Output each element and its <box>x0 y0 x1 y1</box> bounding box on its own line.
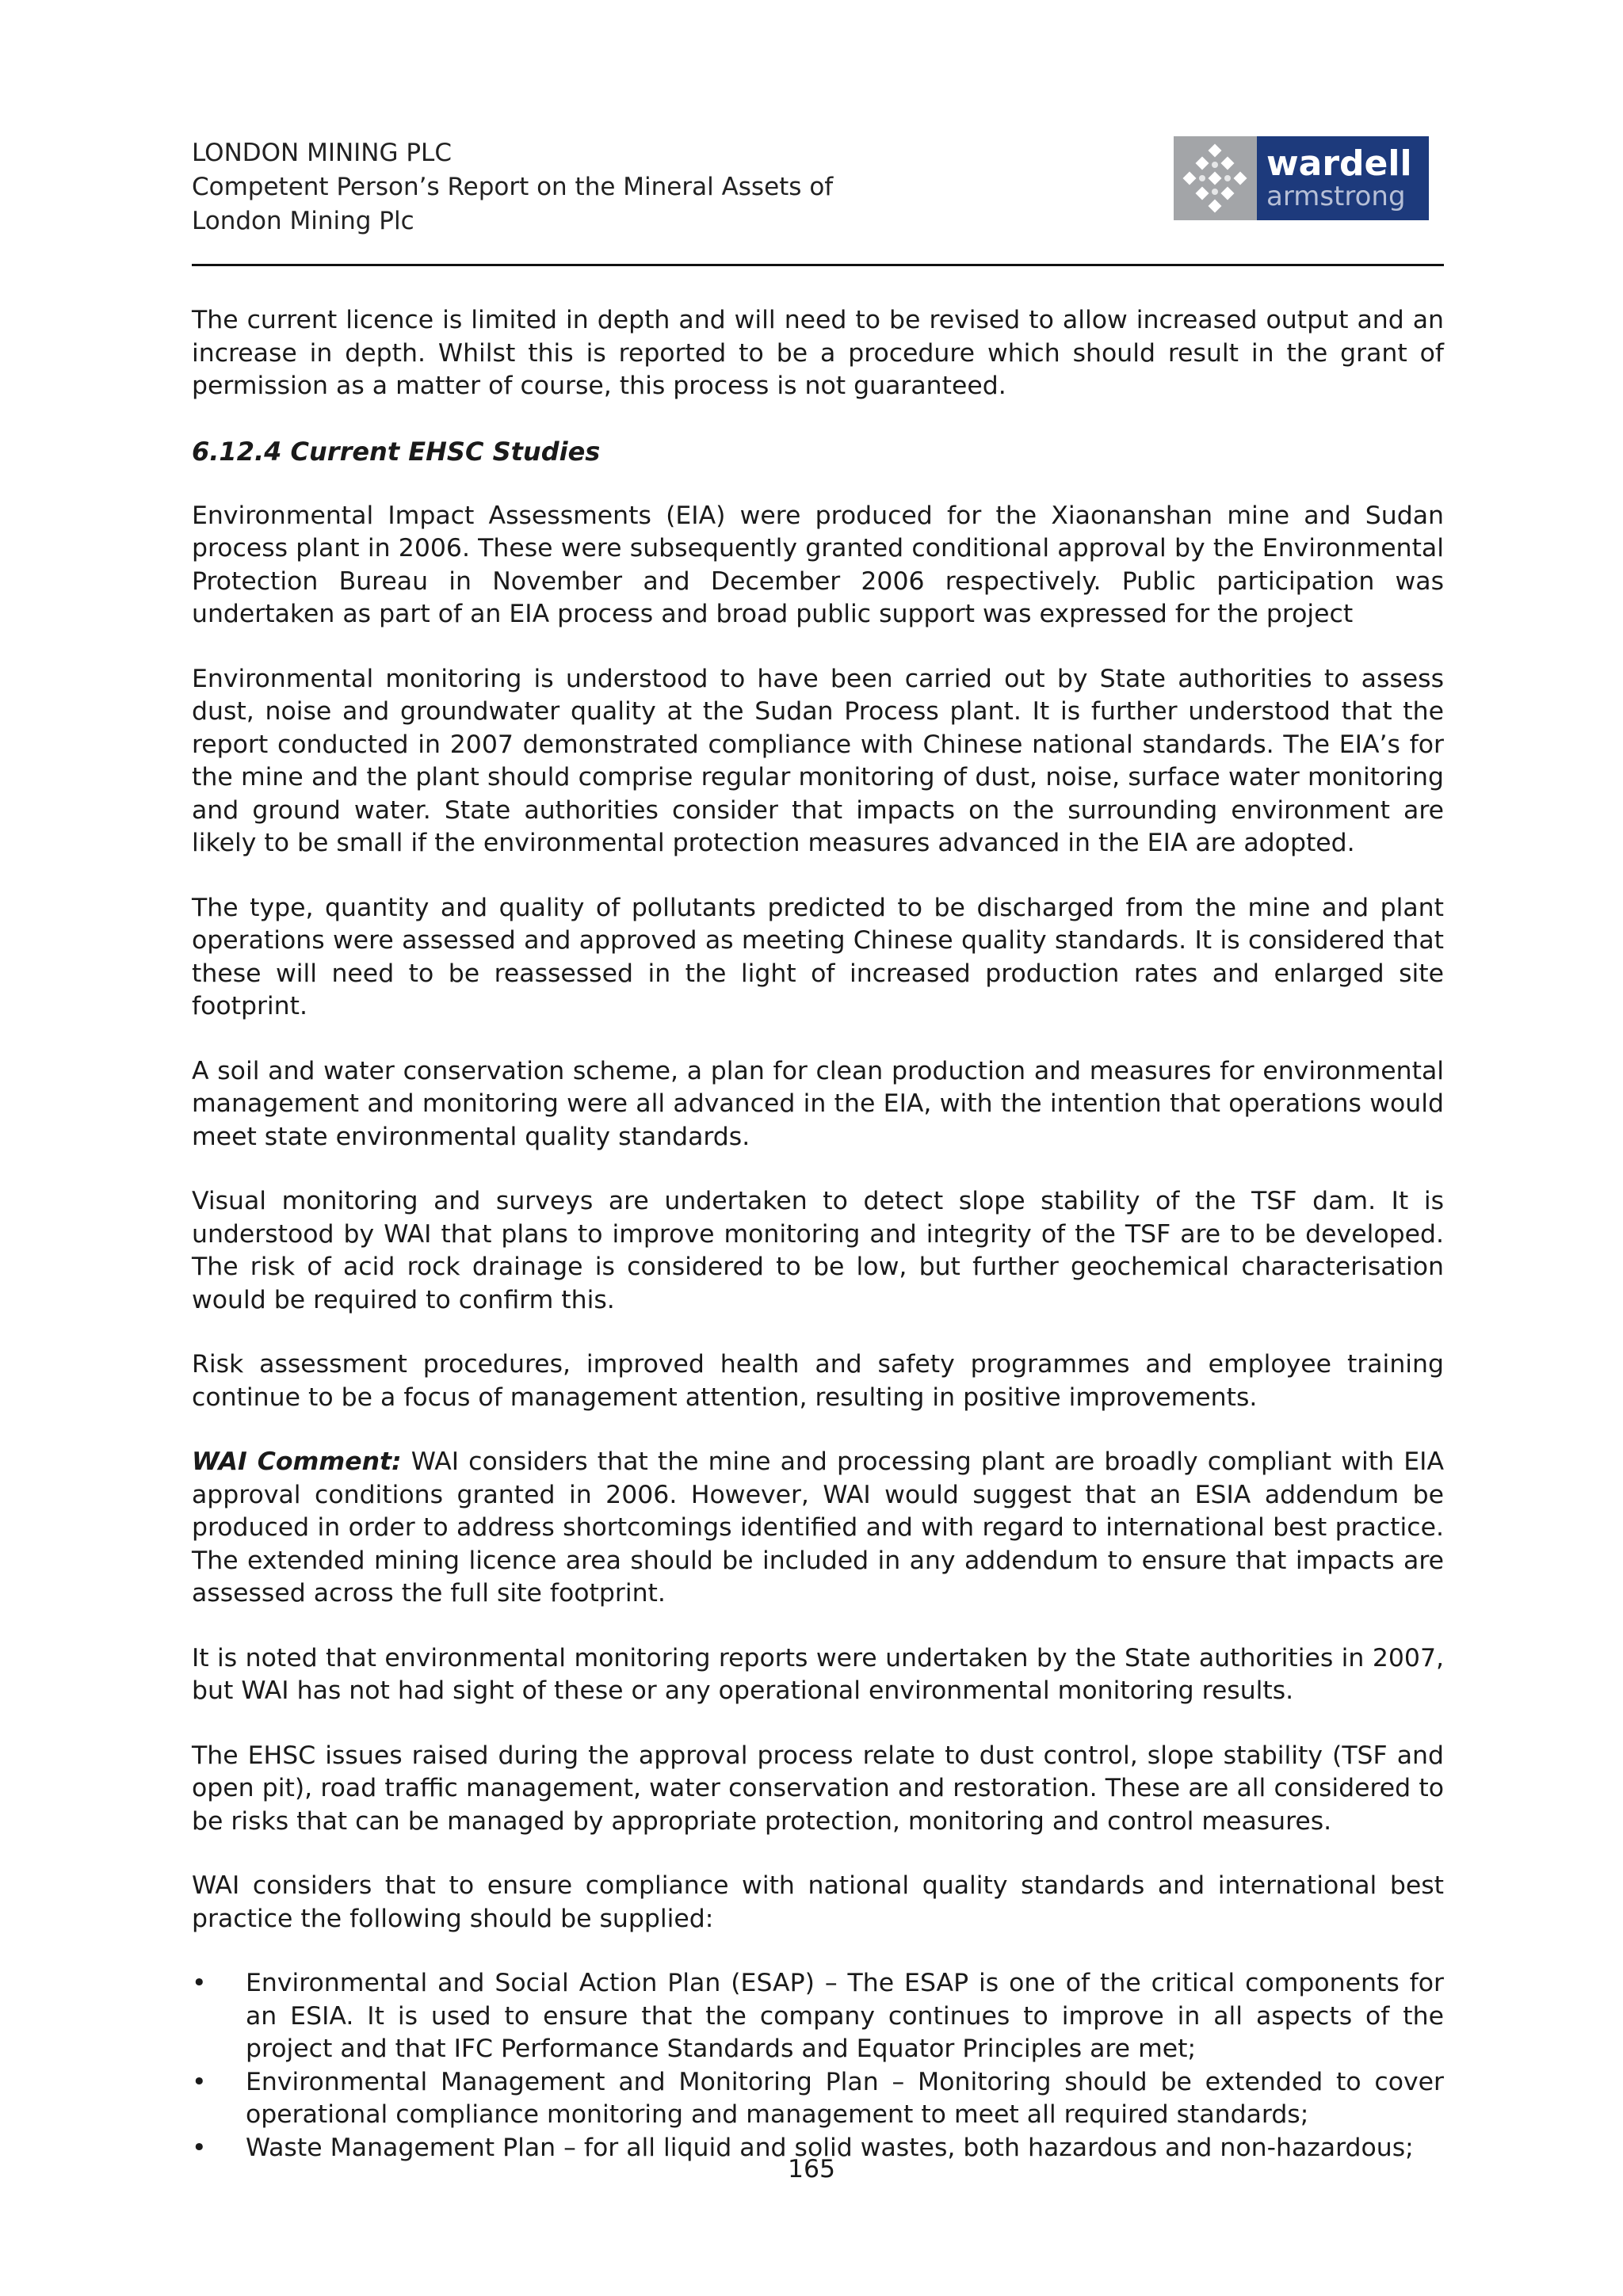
list-item: • Environmental and Social Action Plan (ESAP) – The ESAP is one of the critical components for an ESIA. It is used to ensure that the company continues to improve in all aspects of the project and that IFC Performance Standards and Equator Principles are met; <box>192 1969 1444 2063</box>
section-heading: 6.12.4 Current EHSC Studies <box>192 436 601 467</box>
bullet-icon: • <box>192 1969 207 1997</box>
pollutants-paragraph: The type, quantity and quality of pollutants predicted to be discharged from the mine and plant operations were assessed and approved as meeting Chinese quality standards. It is considered that these will need to be reassessed in the light of increased production rates and enlarged site footprint. <box>192 893 1444 1020</box>
monitoring-paragraph: Environmental monitoring is understood to have been carried out by State authorities to assess dust, noise and groundwater quality at the Sudan Process plant. It is further understood that the report conducted in 2007 demonstrated compliance with Chinese national standards. The EIA’s for the mine and the plant should comprise regular monitoring of dust, noise, surface water monitoring and ground water. State authorities consider that impacts on the surrounding environment are likely to be small if the environmental protection measures advanced in the EIA are adopted. <box>192 664 1444 857</box>
logo-wordmark <box>1257 136 1429 220</box>
bullet-icon: • <box>192 2067 207 2096</box>
eia-paragraph: Environmental Impact Assessments (EIA) were produced for the Xiaonanshan mine and Sudan process plant in 2006. These were subsequently granted conditional approval by the Environmental Protection Bureau in November and December 2006 respectively. Public participation was undertaken as part of an EIA process and broad public support was expressed for the project <box>192 501 1444 628</box>
header-text-block <box>192 136 833 238</box>
wai-comment-paragraph <box>192 1446 1444 1611</box>
diamond-pattern-icon <box>1174 136 1257 220</box>
bullet-icon: • <box>192 2133 207 2162</box>
list-item: • Waste Management Plan – for all liquid and solid wastes, both hazardous and non-hazardous; <box>192 2132 1444 2165</box>
logo-emblem <box>1174 136 1257 220</box>
ehsc-issues-paragraph: The EHSC issues raised during the approval process relate to dust control, slope stability (TSF and open pit), road traffic management, water conservation and restoration. These are all considered to be risks that can be managed by appropriate protection, monitoring and control measures. <box>192 1741 1444 1836</box>
risk-paragraph: Risk assessment procedures, improved health and safety programmes and employee training continue to be a focus of management attention, resulting in positive improvements. <box>192 1350 1444 1412</box>
requirements-list <box>192 1967 1444 2164</box>
page-content <box>192 304 1444 2164</box>
company-name: LONDON MINING PLC <box>192 139 452 167</box>
header-divider <box>192 264 1444 266</box>
logo-word-wardell: wardell <box>1266 143 1412 184</box>
report-title-line1: Competent Person’s Report on the Mineral Assets of <box>192 173 834 201</box>
page-number: 165 <box>787 2155 836 2183</box>
list-item: • Environmental Management and Monitoring Plan – Monitoring should be extended to cover operational compliance monitoring and management to meet all required standards; <box>192 2067 1444 2129</box>
wardell-armstrong-logo <box>1174 136 1429 220</box>
conservation-paragraph: A soil and water conservation scheme, a plan for clean production and measures for environmental management and monitoring were all advanced in the EIA, with the intention that operations would meet state environmental quality standards. <box>192 1056 1444 1151</box>
reports-paragraph: It is noted that environmental monitoring reports were undertaken by the State authorities in 2007, but WAI has not had sight of these or any operational environmental monitoring results. <box>192 1643 1444 1705</box>
tsf-paragraph: Visual monitoring and surveys are undertaken to detect slope stability of the TSF dam. It is understood by WAI that plans to improve monitoring and integrity of the TSF are to be developed. The risk of acid rock drainage is considered to be low, but further geochemical characterisation would be required to confirm this. <box>192 1187 1444 1314</box>
compliance-paragraph: WAI considers that to ensure compliance with national quality standards and international best practice the following should be supplied: <box>192 1871 1444 1933</box>
logo-word-armstrong: armstrong <box>1266 181 1406 212</box>
wai-comment-text: WAI considers that the mine and processing plant are broadly compliant with EIA approval conditions granted in 2006. However, WAI would suggest that an ESIA addendum be produced in order to address shortcomings identified and with regard to international best practice. The extended mining licence area should be included in any addendum to ensure that impacts are assessed across the full site footprint. <box>192 1447 1444 1608</box>
page-header <box>192 136 1444 265</box>
wai-comment-label: WAI Comment: <box>192 1447 402 1476</box>
intro-paragraph: The current licence is limited in depth and will need to be revised to allow increased output and an increase in depth. Whilst this is reported to be a procedure which should result in the grant of permission as a matter of course, this process is not guaranteed. <box>192 306 1444 400</box>
report-title-line2: London Mining Plc <box>192 207 414 235</box>
